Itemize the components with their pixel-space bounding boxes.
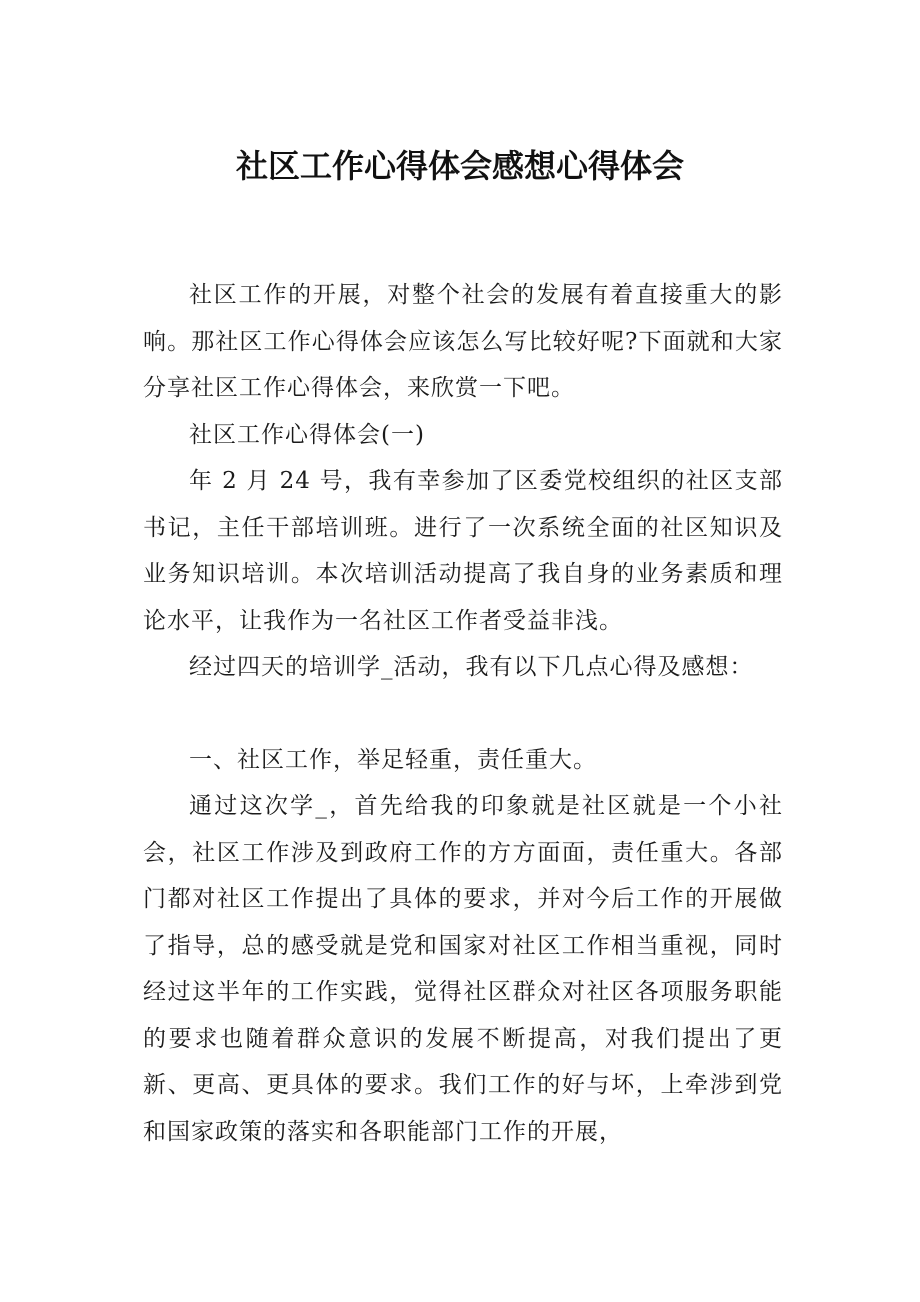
paragraph-summary-lead: 经过四天的培训学_活动，我有以下几点心得及感想：: [189, 654, 754, 680]
document-title: 社区工作心得体会感想心得体会: [235, 147, 684, 185]
document-body: [143, 272, 783, 1155]
paragraph-intro: 社区工作的开展，对整个社会的发展有着直接重大的影响。那社区工作心得体会应该怎么写比较好呢?下面就和大家分享社区工作心得体会，来欣赏一下吧。: [143, 282, 783, 401]
paragraph-point-body: 通过这次学_，首先给我的印象就是社区就是一个小社会，社区工作涉及到政府工作的方方面面，责任重大。各部门都对社区工作提出了具体的要求，并对今后工作的开展做了指导，总的感受就是党和国家对社区工作相当重视，同时经过这半年的工作实践，觉得社区群众对社区各项服务职能的要求也随着群众意识的发展不断提高，对我们提出了更新、更高、更具体的要求。我们工作的好与坏，上牵涉到党和国家政策的落实和各职能部门工作的开展，: [143, 793, 783, 1145]
paragraph-training: 年 2 月 24 号，我有幸参加了区委党校组织的社区支部书记，主任干部培训班。进行了一次系统全面的社区知识及业务知识培训。本次培训活动提高了我自身的业务素质和理论水平，让我作为一名社区工作者受益非浅。: [143, 468, 783, 634]
paragraph-point-heading: 一、社区工作，举足轻重，责任重大。: [189, 746, 597, 773]
paragraph-section-heading: 社区工作心得体会(一): [189, 421, 425, 448]
